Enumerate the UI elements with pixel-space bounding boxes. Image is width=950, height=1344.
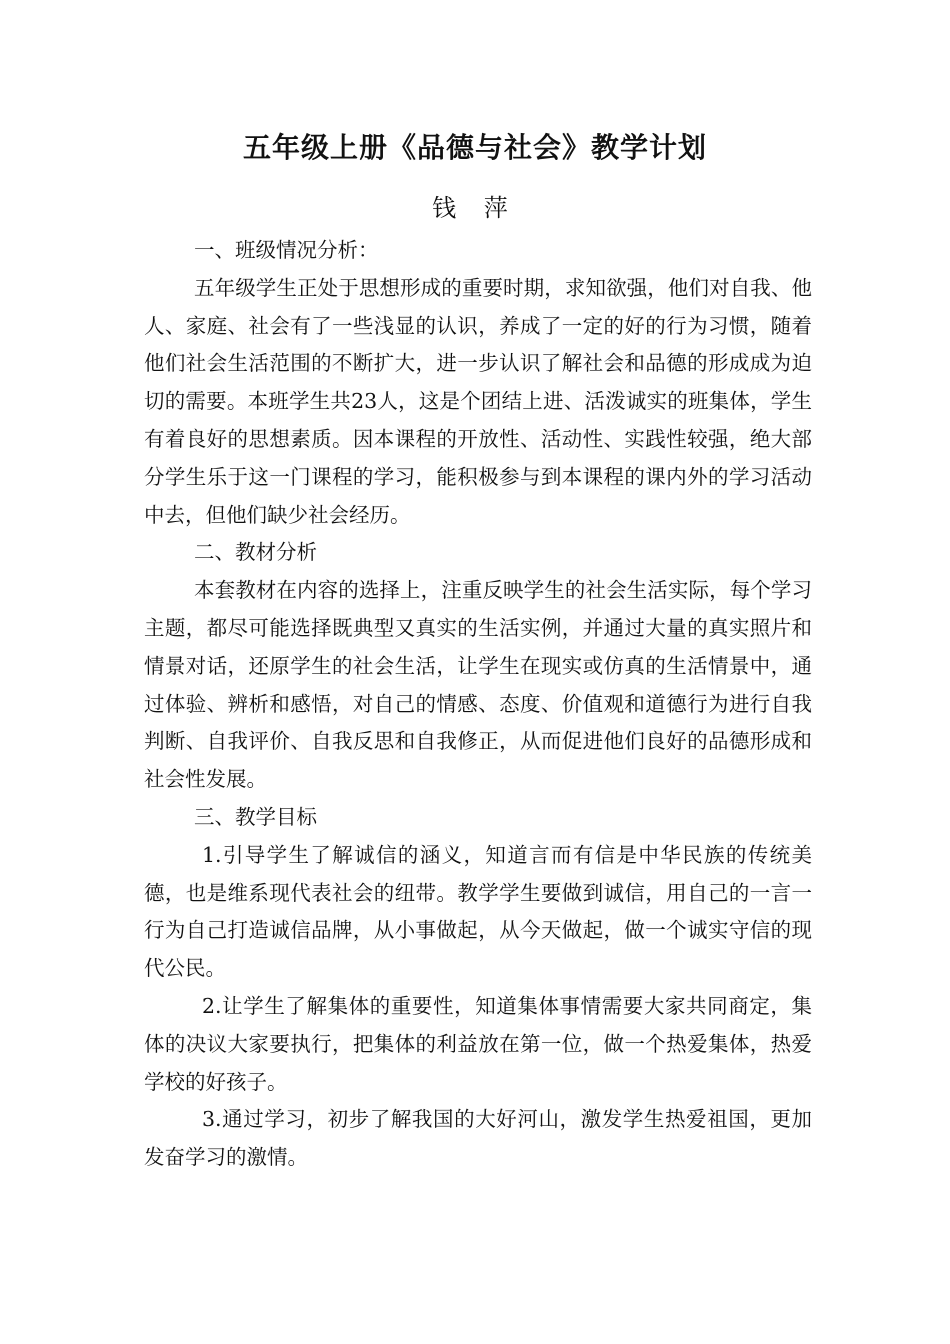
document-body: [144, 232, 812, 1177]
goal-item-1: 1.引导学生了解诚信的涵义，知道言而有信是中华民族的传统美德，也是维系现代表社会的纽带。教学学生要做到诚信，用自己的一言一行为自己打造诚信品牌，从小事做起，从今天做起，做一个诚实守信的现代公民。: [144, 842, 812, 981]
author-name: 钱 萍: [432, 194, 518, 222]
paragraph-textbook-analysis: 本套教材在内容的选择上，注重反映学生的社会生活实际，每个学习主题，都尽可能选择既典型又真实的生活实例，并通过大量的真实照片和情景对话，还原学生的社会生活，让学生在现实或仿真的生活情景中，通过体验、辨析和感悟，对自己的情感、态度、价值观和道德行为进行自我判断、自我评价、自我反思和自我修正，从而促进他们良好的品德形成和社会性发展。: [144, 578, 812, 792]
goal-item-3: 3.通过学习，初步了解我国的大好河山，激发学生热爱祖国，更加发奋学习的激情。: [144, 1107, 812, 1170]
goal-item-2: 2.让学生了解集体的重要性，知道集体事情需要大家共同商定，集体的决议大家要执行，把集体的利益放在第一位，做一个热爱集体，热爱学校的好孩子。: [144, 993, 812, 1094]
section-heading-class-analysis: 一、班级情况分析：: [194, 238, 379, 262]
section-heading-textbook-analysis: 二、教材分析: [194, 540, 317, 565]
section-heading-teaching-goals: 三、教学目标: [194, 804, 317, 829]
paragraph-class-analysis: 五年级学生正处于思想形成的重要时期，求知欲强，他们对自我、他人、家庭、社会有了一些浅显的认识，养成了一定的好的行为习惯，随着他们社会生活范围的不断扩大，进一步认识了解社会和品德的形成成为迫切的需要。本班学生共23人，这是个团结上进、活泼诚实的班集体，学生有着良好的思想素质。因本课程的开放性、活动性、实践性较强，绝大部分学生乐于这一门课程的学习，能积极参与到本课程的课内外的学习活动中去，但他们缺少社会经历。: [144, 275, 812, 527]
document-title: 五年级上册《品德与社会》教学计划: [242, 131, 707, 164]
